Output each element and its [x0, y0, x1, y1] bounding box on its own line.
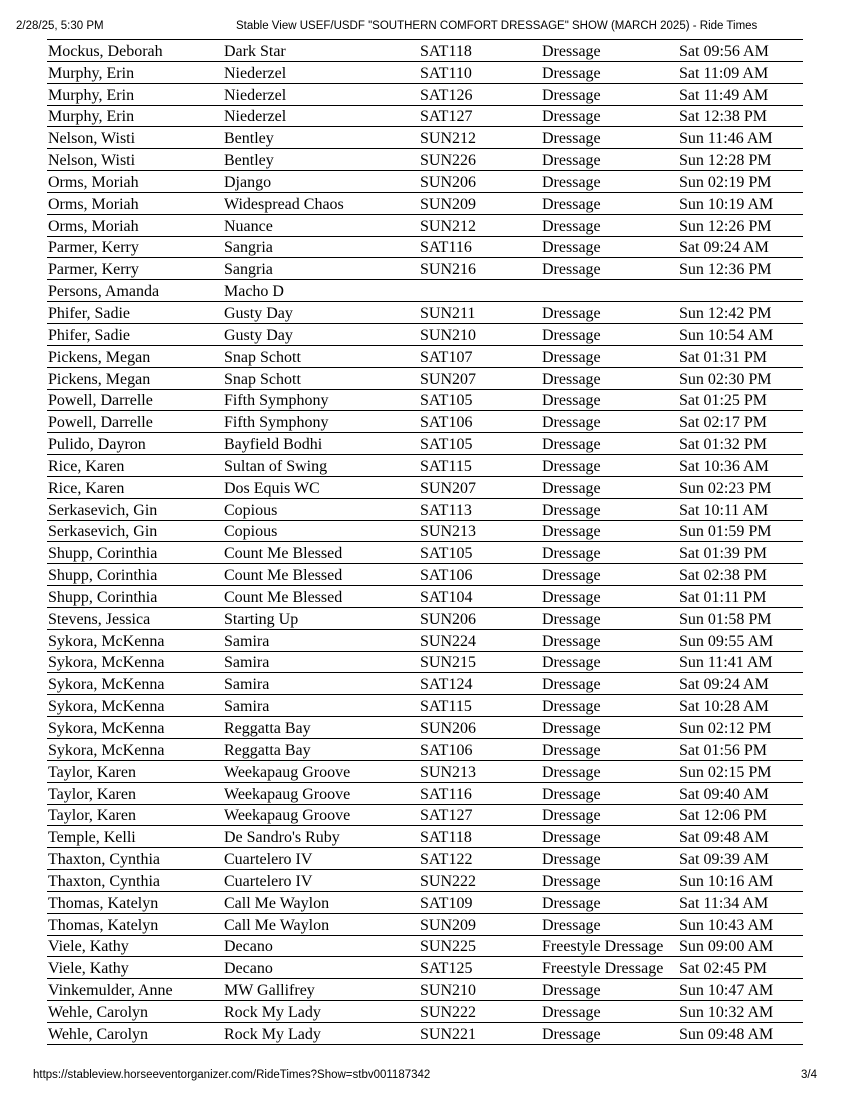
rider-cell: Murphy, Erin — [47, 83, 223, 105]
discipline-cell: Dressage — [541, 476, 678, 498]
rider-cell: Nelson, Wisti — [47, 149, 223, 171]
ride-times-body — [47, 40, 803, 1045]
discipline-cell: Dressage — [541, 236, 678, 258]
horse-cell: Gusty Day — [223, 323, 419, 345]
ride-time-cell: Sun 12:28 PM — [678, 149, 803, 171]
ride-time-cell: Sat 09:56 AM — [678, 40, 803, 62]
horse-cell: Weekapaug Groove — [223, 760, 419, 782]
class-cell: SUN209 — [419, 913, 541, 935]
horse-cell: Samira — [223, 651, 419, 673]
ride-time-cell: Sun 02:12 PM — [678, 717, 803, 739]
ride-time-cell: Sat 12:38 PM — [678, 105, 803, 127]
discipline-cell: Dressage — [541, 171, 678, 193]
rider-cell: Orms, Moriah — [47, 214, 223, 236]
table-row — [47, 782, 803, 804]
ride-time-cell: Sun 10:47 AM — [678, 979, 803, 1001]
horse-cell: Nuance — [223, 214, 419, 236]
rider-cell: Wehle, Carolyn — [47, 1001, 223, 1023]
class-cell: SAT118 — [419, 40, 541, 62]
rider-cell: Sykora, McKenna — [47, 695, 223, 717]
table-row — [47, 629, 803, 651]
ride-time-cell: Sat 01:39 PM — [678, 542, 803, 564]
horse-cell: MW Gallifrey — [223, 979, 419, 1001]
rider-cell: Viele, Kathy — [47, 935, 223, 957]
rider-cell: Rice, Karen — [47, 476, 223, 498]
ride-time-cell: Sat 10:28 AM — [678, 695, 803, 717]
horse-cell: Snap Schott — [223, 345, 419, 367]
table-row — [47, 40, 803, 62]
ride-time-cell: Sun 02:15 PM — [678, 760, 803, 782]
table-row — [47, 957, 803, 979]
discipline-cell: Dressage — [541, 979, 678, 1001]
ride-time-cell: Sun 09:00 AM — [678, 935, 803, 957]
rider-cell: Parmer, Kerry — [47, 236, 223, 258]
horse-cell: Niederzel — [223, 61, 419, 83]
ride-time-cell: Sat 01:25 PM — [678, 389, 803, 411]
rider-cell: Temple, Kelli — [47, 826, 223, 848]
horse-cell: Widespread Chaos — [223, 192, 419, 214]
table-row — [47, 804, 803, 826]
class-cell: SUN209 — [419, 192, 541, 214]
class-cell: SUN221 — [419, 1022, 541, 1044]
table-row — [47, 389, 803, 411]
class-cell: SAT115 — [419, 455, 541, 477]
ride-times-table — [47, 39, 803, 1045]
rider-cell: Wehle, Carolyn — [47, 1022, 223, 1044]
rider-cell: Pulido, Dayron — [47, 433, 223, 455]
discipline-cell: Dressage — [541, 367, 678, 389]
ride-time-cell: Sun 09:48 AM — [678, 1022, 803, 1044]
horse-cell: Samira — [223, 629, 419, 651]
discipline-cell: Dressage — [541, 127, 678, 149]
class-cell: SUN224 — [419, 629, 541, 651]
table-row — [47, 411, 803, 433]
horse-cell: Bentley — [223, 127, 419, 149]
rider-cell: Stevens, Jessica — [47, 607, 223, 629]
ride-time-cell: Sat 11:09 AM — [678, 61, 803, 83]
horse-cell: Fifth Symphony — [223, 389, 419, 411]
rider-cell: Shupp, Corinthia — [47, 564, 223, 586]
horse-cell: Bayfield Bodhi — [223, 433, 419, 455]
table-row — [47, 105, 803, 127]
table-row — [47, 171, 803, 193]
ride-time-cell: Sat 12:06 PM — [678, 804, 803, 826]
rider-cell: Phifer, Sadie — [47, 323, 223, 345]
ride-time-cell: Sat 09:24 AM — [678, 236, 803, 258]
discipline-cell: Dressage — [541, 258, 678, 280]
ride-time-cell: Sat 02:38 PM — [678, 564, 803, 586]
ride-time-cell: Sun 10:19 AM — [678, 192, 803, 214]
class-cell: SAT116 — [419, 782, 541, 804]
table-row — [47, 83, 803, 105]
table-row — [47, 127, 803, 149]
table-row — [47, 520, 803, 542]
horse-cell: Macho D — [223, 280, 419, 302]
class-cell: SAT127 — [419, 804, 541, 826]
class-cell: SUN210 — [419, 323, 541, 345]
table-row — [47, 1022, 803, 1044]
horse-cell: Call Me Waylon — [223, 891, 419, 913]
table-row — [47, 760, 803, 782]
horse-cell: De Sandro's Ruby — [223, 826, 419, 848]
horse-cell: Count Me Blessed — [223, 564, 419, 586]
rider-cell: Taylor, Karen — [47, 782, 223, 804]
table-row — [47, 651, 803, 673]
table-row — [47, 935, 803, 957]
class-cell: SUN206 — [419, 717, 541, 739]
class-cell: SUN215 — [419, 651, 541, 673]
class-cell: SUN222 — [419, 870, 541, 892]
rider-cell: Powell, Darrelle — [47, 389, 223, 411]
table-row — [47, 498, 803, 520]
rider-cell: Phifer, Sadie — [47, 302, 223, 324]
ride-time-cell: Sun 10:54 AM — [678, 323, 803, 345]
discipline-cell: Freestyle Dressage — [541, 935, 678, 957]
rider-cell: Murphy, Erin — [47, 105, 223, 127]
class-cell — [419, 280, 541, 302]
ride-time-cell: Sat 01:11 PM — [678, 586, 803, 608]
discipline-cell: Dressage — [541, 389, 678, 411]
rider-cell: Pickens, Megan — [47, 367, 223, 389]
table-row — [47, 214, 803, 236]
table-row — [47, 870, 803, 892]
class-cell: SUN210 — [419, 979, 541, 1001]
discipline-cell: Dressage — [541, 192, 678, 214]
class-cell: SAT113 — [419, 498, 541, 520]
page-number: 3/4 — [801, 1069, 817, 1081]
class-cell: SUN207 — [419, 367, 541, 389]
ride-time-cell: Sat 01:56 PM — [678, 739, 803, 761]
ride-time-cell: Sat 09:39 AM — [678, 848, 803, 870]
ride-time-cell: Sat 09:48 AM — [678, 826, 803, 848]
rider-cell: Thaxton, Cynthia — [47, 848, 223, 870]
class-cell: SUN211 — [419, 302, 541, 324]
rider-cell: Pickens, Megan — [47, 345, 223, 367]
class-cell: SAT104 — [419, 586, 541, 608]
discipline-cell: Dressage — [541, 520, 678, 542]
table-row — [47, 564, 803, 586]
horse-cell: Cuartelero IV — [223, 870, 419, 892]
table-row — [47, 323, 803, 345]
rider-cell: Taylor, Karen — [47, 760, 223, 782]
discipline-cell: Dressage — [541, 586, 678, 608]
discipline-cell: Dressage — [541, 804, 678, 826]
ride-time-cell: Sun 12:26 PM — [678, 214, 803, 236]
discipline-cell: Dressage — [541, 1022, 678, 1044]
discipline-cell — [541, 280, 678, 302]
horse-cell: Cuartelero IV — [223, 848, 419, 870]
rider-cell: Nelson, Wisti — [47, 127, 223, 149]
horse-cell: Weekapaug Groove — [223, 804, 419, 826]
table-row — [47, 586, 803, 608]
ride-time-cell: Sun 12:42 PM — [678, 302, 803, 324]
discipline-cell: Dressage — [541, 214, 678, 236]
ride-time-cell: Sat 01:32 PM — [678, 433, 803, 455]
horse-cell: Count Me Blessed — [223, 586, 419, 608]
class-cell: SUN206 — [419, 607, 541, 629]
discipline-cell: Dressage — [541, 323, 678, 345]
table-row — [47, 826, 803, 848]
class-cell: SAT106 — [419, 739, 541, 761]
horse-cell: Reggatta Bay — [223, 717, 419, 739]
table-row — [47, 979, 803, 1001]
class-cell: SAT125 — [419, 957, 541, 979]
rider-cell: Serkasevich, Gin — [47, 498, 223, 520]
ride-time-cell: Sun 09:55 AM — [678, 629, 803, 651]
discipline-cell: Dressage — [541, 411, 678, 433]
rider-cell: Sykora, McKenna — [47, 629, 223, 651]
class-cell: SAT115 — [419, 695, 541, 717]
discipline-cell: Dressage — [541, 695, 678, 717]
horse-cell: Sangria — [223, 236, 419, 258]
class-cell: SAT124 — [419, 673, 541, 695]
horse-cell: Rock My Lady — [223, 1022, 419, 1044]
horse-cell: Weekapaug Groove — [223, 782, 419, 804]
class-cell: SUN225 — [419, 935, 541, 957]
table-row — [47, 476, 803, 498]
horse-cell: Sultan of Swing — [223, 455, 419, 477]
table-row — [47, 717, 803, 739]
table-row — [47, 61, 803, 83]
table-row — [47, 1001, 803, 1023]
class-cell: SUN206 — [419, 171, 541, 193]
class-cell: SAT105 — [419, 433, 541, 455]
rider-cell: Shupp, Corinthia — [47, 586, 223, 608]
class-cell: SAT127 — [419, 105, 541, 127]
ride-time-cell: Sun 02:23 PM — [678, 476, 803, 498]
horse-cell: Rock My Lady — [223, 1001, 419, 1023]
horse-cell: Bentley — [223, 149, 419, 171]
discipline-cell: Dressage — [541, 61, 678, 83]
ride-time-cell: Sat 10:11 AM — [678, 498, 803, 520]
ride-time-cell: Sun 02:19 PM — [678, 171, 803, 193]
horse-cell: Samira — [223, 695, 419, 717]
class-cell: SUN212 — [419, 214, 541, 236]
discipline-cell: Dressage — [541, 345, 678, 367]
class-cell: SAT105 — [419, 542, 541, 564]
ride-time-cell: Sun 02:30 PM — [678, 367, 803, 389]
table-row — [47, 258, 803, 280]
rider-cell: Sykora, McKenna — [47, 673, 223, 695]
discipline-cell: Dressage — [541, 1001, 678, 1023]
rider-cell: Vinkemulder, Anne — [47, 979, 223, 1001]
footer-url: https://stableview.horseeventorganizer.com/RideTimes?Show=stbv001187342 — [33, 1069, 431, 1081]
discipline-cell: Dressage — [541, 433, 678, 455]
horse-cell: Niederzel — [223, 83, 419, 105]
table-row — [47, 280, 803, 302]
table-row — [47, 607, 803, 629]
ride-time-cell: Sun 10:16 AM — [678, 870, 803, 892]
rider-cell: Thomas, Katelyn — [47, 891, 223, 913]
class-cell: SAT116 — [419, 236, 541, 258]
ride-time-cell: Sat 09:24 AM — [678, 673, 803, 695]
horse-cell: Dos Equis WC — [223, 476, 419, 498]
rider-cell: Sykora, McKenna — [47, 717, 223, 739]
ride-time-cell: Sun 01:58 PM — [678, 607, 803, 629]
discipline-cell: Dressage — [541, 848, 678, 870]
class-cell: SUN207 — [419, 476, 541, 498]
discipline-cell: Dressage — [541, 40, 678, 62]
rider-cell: Viele, Kathy — [47, 957, 223, 979]
rider-cell: Taylor, Karen — [47, 804, 223, 826]
ride-time-cell: Sat 02:45 PM — [678, 957, 803, 979]
ride-time-cell: Sat 09:40 AM — [678, 782, 803, 804]
discipline-cell: Dressage — [541, 302, 678, 324]
class-cell: SAT122 — [419, 848, 541, 870]
discipline-cell: Dressage — [541, 105, 678, 127]
horse-cell: Starting Up — [223, 607, 419, 629]
discipline-cell: Dressage — [541, 498, 678, 520]
ride-time-cell: Sun 11:41 AM — [678, 651, 803, 673]
discipline-cell: Dressage — [541, 717, 678, 739]
table-row — [47, 673, 803, 695]
table-row — [47, 302, 803, 324]
discipline-cell: Dressage — [541, 826, 678, 848]
rider-cell: Rice, Karen — [47, 455, 223, 477]
table-row — [47, 695, 803, 717]
horse-cell: Decano — [223, 957, 419, 979]
rider-cell: Sykora, McKenna — [47, 739, 223, 761]
horse-cell: Copious — [223, 520, 419, 542]
class-cell: SUN213 — [419, 520, 541, 542]
class-cell: SUN213 — [419, 760, 541, 782]
class-cell: SUN212 — [419, 127, 541, 149]
rider-cell: Orms, Moriah — [47, 171, 223, 193]
class-cell: SAT126 — [419, 83, 541, 105]
ride-time-cell: Sun 11:46 AM — [678, 127, 803, 149]
discipline-cell: Dressage — [541, 629, 678, 651]
horse-cell: Sangria — [223, 258, 419, 280]
ride-time-cell: Sun 01:59 PM — [678, 520, 803, 542]
rider-cell: Serkasevich, Gin — [47, 520, 223, 542]
table-row — [47, 848, 803, 870]
table-row — [47, 739, 803, 761]
horse-cell: Dark Star — [223, 40, 419, 62]
ride-time-cell: Sat 01:31 PM — [678, 345, 803, 367]
ride-time-cell: Sat 10:36 AM — [678, 455, 803, 477]
horse-cell: Copious — [223, 498, 419, 520]
class-cell: SUN216 — [419, 258, 541, 280]
table-row — [47, 345, 803, 367]
table-row — [47, 542, 803, 564]
table-row — [47, 913, 803, 935]
rider-cell: Mockus, Deborah — [47, 40, 223, 62]
ride-time-cell: Sat 02:17 PM — [678, 411, 803, 433]
discipline-cell: Dressage — [541, 673, 678, 695]
ride-time-cell: Sat 11:49 AM — [678, 83, 803, 105]
class-cell: SAT118 — [419, 826, 541, 848]
ride-time-cell: Sun 10:32 AM — [678, 1001, 803, 1023]
rider-cell: Sykora, McKenna — [47, 651, 223, 673]
class-cell: SAT106 — [419, 564, 541, 586]
print-datetime: 2/28/25, 5:30 PM — [16, 20, 104, 32]
discipline-cell: Dressage — [541, 564, 678, 586]
ride-time-cell: Sat 11:34 AM — [678, 891, 803, 913]
table-row — [47, 455, 803, 477]
table-row — [47, 192, 803, 214]
table-row — [47, 149, 803, 171]
horse-cell: Snap Schott — [223, 367, 419, 389]
rider-cell: Thomas, Katelyn — [47, 913, 223, 935]
horse-cell: Decano — [223, 935, 419, 957]
ride-time-cell: Sun 12:36 PM — [678, 258, 803, 280]
discipline-cell: Dressage — [541, 542, 678, 564]
horse-cell: Call Me Waylon — [223, 913, 419, 935]
discipline-cell: Dressage — [541, 651, 678, 673]
class-cell: SUN222 — [419, 1001, 541, 1023]
horse-cell: Samira — [223, 673, 419, 695]
class-cell: SAT107 — [419, 345, 541, 367]
horse-cell: Django — [223, 171, 419, 193]
discipline-cell: Dressage — [541, 760, 678, 782]
discipline-cell: Freestyle Dressage — [541, 957, 678, 979]
discipline-cell: Dressage — [541, 149, 678, 171]
discipline-cell: Dressage — [541, 870, 678, 892]
rider-cell: Persons, Amanda — [47, 280, 223, 302]
discipline-cell: Dressage — [541, 455, 678, 477]
page-title: Stable View USEF/USDF "SOUTHERN COMFORT DRESSAGE" SHOW (MARCH 2025) - Ride Times — [236, 20, 758, 32]
horse-cell: Reggatta Bay — [223, 739, 419, 761]
rider-cell: Powell, Darrelle — [47, 411, 223, 433]
horse-cell: Fifth Symphony — [223, 411, 419, 433]
table-row — [47, 236, 803, 258]
table-row — [47, 367, 803, 389]
ride-time-cell — [678, 280, 803, 302]
class-cell: SUN226 — [419, 149, 541, 171]
rider-cell: Murphy, Erin — [47, 61, 223, 83]
class-cell: SAT109 — [419, 891, 541, 913]
class-cell: SAT105 — [419, 389, 541, 411]
horse-cell: Niederzel — [223, 105, 419, 127]
discipline-cell: Dressage — [541, 607, 678, 629]
discipline-cell: Dressage — [541, 891, 678, 913]
class-cell: SAT106 — [419, 411, 541, 433]
class-cell: SAT110 — [419, 61, 541, 83]
rider-cell: Shupp, Corinthia — [47, 542, 223, 564]
discipline-cell: Dressage — [541, 739, 678, 761]
discipline-cell: Dressage — [541, 913, 678, 935]
ride-time-cell: Sun 10:43 AM — [678, 913, 803, 935]
table-row — [47, 433, 803, 455]
horse-cell: Count Me Blessed — [223, 542, 419, 564]
discipline-cell: Dressage — [541, 782, 678, 804]
table-row — [47, 891, 803, 913]
rider-cell: Parmer, Kerry — [47, 258, 223, 280]
rider-cell: Thaxton, Cynthia — [47, 870, 223, 892]
horse-cell: Gusty Day — [223, 302, 419, 324]
rider-cell: Orms, Moriah — [47, 192, 223, 214]
discipline-cell: Dressage — [541, 83, 678, 105]
